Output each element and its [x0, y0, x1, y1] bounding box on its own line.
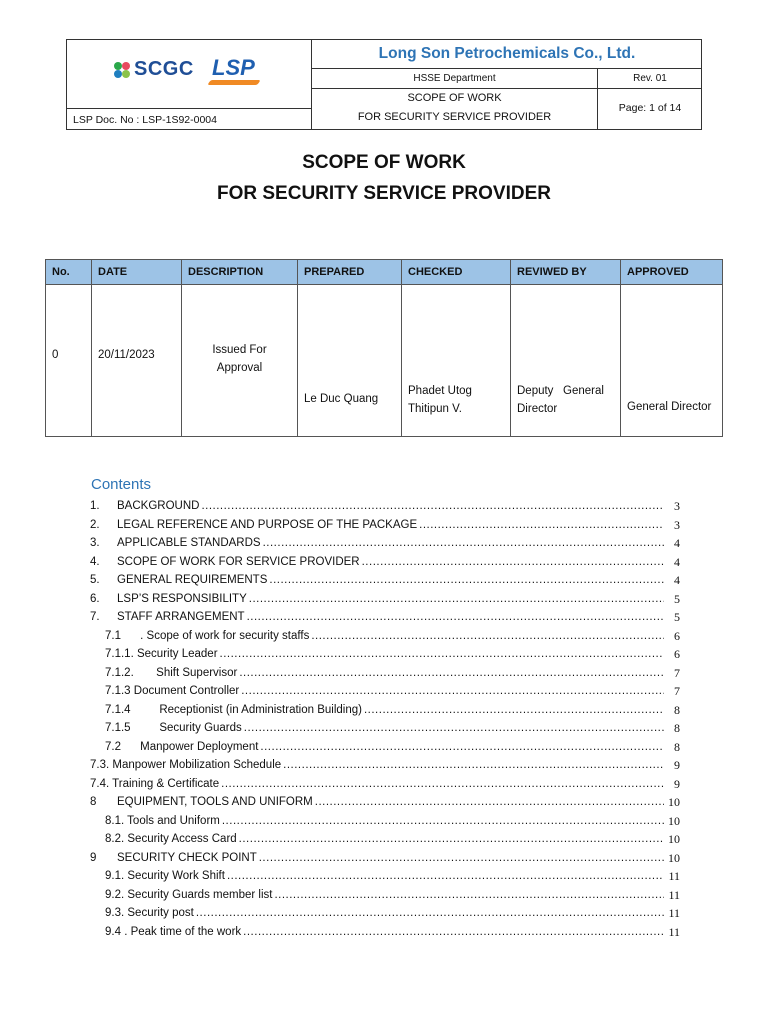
- cell-approved: General Director: [621, 285, 723, 437]
- toc-leader-dots: [201, 497, 664, 516]
- toc-entry-page: 10: [668, 832, 680, 846]
- toc-entry-page: 10: [668, 813, 680, 828]
- toc-entry-number: 7.3.: [90, 759, 110, 771]
- toc-entry[interactable]: [90, 830, 680, 849]
- col-header-description: DESCRIPTION: [182, 260, 298, 285]
- toc-entry-page: 11: [668, 906, 680, 920]
- toc-entry[interactable]: [90, 590, 680, 609]
- toc-entry-number: 2.: [90, 518, 100, 531]
- cell-date: 20/11/2023: [92, 285, 182, 437]
- document-header: [66, 39, 702, 130]
- toc-leader-dots: [243, 923, 664, 942]
- col-header-no: No.: [46, 260, 92, 285]
- toc-entry[interactable]: [90, 886, 680, 905]
- toc-entry[interactable]: [90, 553, 680, 572]
- toc-entry-title: Security Leader: [133, 648, 218, 660]
- toc-entry[interactable]: [90, 571, 680, 590]
- toc-entry-number: 7.1.1.: [105, 648, 134, 660]
- header-scope-line1: SCOPE OF WORK: [407, 92, 502, 104]
- toc-leader-dots: [227, 867, 664, 886]
- toc-entry-page: 7: [674, 665, 680, 680]
- toc-entry[interactable]: [90, 664, 680, 683]
- toc-entry-number: 9.3.: [105, 907, 125, 919]
- approval-row: [46, 285, 723, 437]
- company-logo: [112, 54, 272, 88]
- company-name: Long Son Petrochemicals Co., Ltd.: [378, 45, 636, 62]
- toc-entry-title: SCOPE OF WORK FOR SERVICE PROVIDER: [117, 555, 360, 568]
- toc-entry-page: 6: [674, 628, 680, 643]
- toc-entry-title: Security Guards member list: [124, 888, 273, 901]
- toc-entry-number: 8: [90, 796, 97, 808]
- toc-leader-dots: [247, 608, 664, 627]
- toc-entry-title: Security Access Card: [124, 833, 237, 845]
- header-divider: [67, 108, 311, 109]
- toc-entry-title: APPLICABLE STANDARDS: [117, 537, 261, 549]
- header-scope-line2: FOR SECURITY SERVICE PROVIDER: [357, 111, 552, 123]
- toc-entry-page: 8: [674, 721, 680, 735]
- approval-table: [45, 259, 723, 437]
- toc-entry-title: Manpower Mobilization Schedule: [109, 759, 282, 771]
- document-number: LSP Doc. No : LSP-1S92-0004: [73, 114, 217, 126]
- col-header-checked: CHECKED: [402, 260, 511, 285]
- toc-leader-dots: [283, 756, 664, 775]
- toc-entry-number: 7.1.2.: [105, 666, 134, 679]
- toc-entry-number: 1.: [90, 500, 100, 512]
- toc-entry-title: Shift Supervisor: [133, 666, 238, 679]
- toc-entry[interactable]: [90, 719, 680, 738]
- toc-entry-title: SECURITY CHECK POINT: [117, 851, 257, 864]
- revision: Rev. 01: [633, 73, 667, 84]
- toc-leader-dots: [239, 664, 664, 683]
- page-number: Page: 1 of 14: [618, 102, 682, 114]
- toc-entry-page: 7: [674, 684, 680, 698]
- toc-leader-dots: [220, 645, 664, 664]
- toc-entry-page: 3: [674, 517, 680, 532]
- toc-entry-number: 7.: [90, 611, 100, 623]
- toc-entry-number: 7.1.5: [105, 722, 131, 734]
- toc-leader-dots: [269, 571, 664, 590]
- toc-entry[interactable]: [90, 923, 680, 942]
- toc-entry-page: 4: [674, 554, 680, 569]
- toc-entry-title: EQUIPMENT, TOOLS AND UNIFORM: [117, 796, 313, 808]
- toc-entry[interactable]: [90, 627, 680, 646]
- toc-entry[interactable]: [90, 534, 680, 553]
- toc-leader-dots: [362, 553, 664, 572]
- toc-entry-title: BACKGROUND: [117, 500, 200, 512]
- toc-entry-title: Document Controller: [130, 685, 240, 697]
- document-title-line2: FOR SECURITY SERVICE PROVIDER: [217, 183, 551, 204]
- cell-prepared: Le Duc Quang: [298, 285, 402, 437]
- toc-entry-page: 10: [668, 795, 680, 809]
- toc-entry-number: 7.4.: [90, 777, 110, 790]
- toc-entry-title: . Peak time of the work: [121, 925, 242, 938]
- toc-entry-title: Training & Certificate: [109, 777, 220, 790]
- toc-entry-number: 6.: [90, 592, 100, 605]
- contents-heading: Contents: [91, 476, 152, 493]
- toc-entry[interactable]: [90, 849, 680, 868]
- cell-no: 0: [46, 285, 92, 437]
- toc-entry-number: 7.1.4: [105, 703, 131, 716]
- col-header-date: DATE: [92, 260, 182, 285]
- toc-entry-page: 11: [668, 869, 680, 883]
- toc-entry[interactable]: [90, 608, 680, 627]
- toc-entry[interactable]: [90, 682, 680, 701]
- toc-entry-title: STAFF ARRANGEMENT: [117, 611, 245, 623]
- toc-leader-dots: [274, 886, 664, 905]
- toc-leader-dots: [364, 701, 664, 720]
- toc-leader-dots: [249, 590, 664, 609]
- toc-entry-page: 3: [674, 499, 680, 513]
- toc-entry[interactable]: [90, 497, 680, 516]
- toc-entry[interactable]: [90, 793, 680, 812]
- col-header-approved: APPROVED: [621, 260, 723, 285]
- toc-entry[interactable]: [90, 738, 680, 757]
- document-title-line1: SCOPE OF WORK: [302, 152, 466, 173]
- toc-entry-number: 9: [90, 851, 97, 864]
- toc-entry-number: 4.: [90, 555, 100, 568]
- toc-leader-dots: [244, 719, 664, 738]
- toc-entry-title: Security Work Shift: [124, 870, 225, 882]
- toc-entry[interactable]: [90, 516, 680, 535]
- toc-entry-number: 7.1: [105, 629, 121, 642]
- toc-entry-title: Tools and Uniform: [124, 814, 220, 827]
- toc-entry-title: LEGAL REFERENCE AND PURPOSE OF THE PACKAGE: [117, 518, 418, 531]
- toc-entry-title: GENERAL REQUIREMENTS: [117, 574, 268, 586]
- lsp-logo-swoosh: [207, 80, 261, 85]
- toc-entry-page: 6: [674, 647, 680, 661]
- toc-entry[interactable]: [90, 756, 680, 775]
- cell-description: Issued For Approval: [182, 285, 298, 437]
- toc-leader-dots: [221, 775, 664, 794]
- toc-entry-page: 11: [668, 924, 680, 939]
- toc-leader-dots: [260, 738, 664, 757]
- toc-entry-number: 8.1.: [105, 814, 125, 827]
- toc-entry-title: Receptionist (in Administration Building): [130, 703, 362, 716]
- toc-entry-number: 9.1.: [105, 870, 125, 882]
- toc-entry-number: 8.2.: [105, 833, 125, 845]
- toc-leader-dots: [239, 830, 664, 849]
- toc-entry[interactable]: [90, 775, 680, 794]
- toc-leader-dots: [315, 793, 664, 812]
- toc-entry-title: Manpower Deployment: [121, 740, 259, 753]
- toc-entry-title: Security post: [124, 907, 194, 919]
- toc-entry-title: Security Guards: [130, 722, 242, 734]
- toc-entry-page: 4: [674, 536, 680, 550]
- toc-entry[interactable]: [90, 867, 680, 886]
- col-header-prepared: PREPARED: [298, 260, 402, 285]
- toc-entry[interactable]: [90, 645, 680, 664]
- table-of-contents: [90, 497, 680, 941]
- toc-leader-dots: [222, 812, 664, 831]
- toc-entry-number: 9.4: [105, 925, 121, 938]
- department: HSSE Department: [413, 73, 496, 84]
- cell-reviewed: Deputy General Director: [511, 285, 621, 437]
- toc-leader-dots: [263, 534, 664, 553]
- toc-entry-page: 8: [674, 702, 680, 717]
- toc-entry-page: 9: [674, 758, 680, 772]
- lsp-logo-text: LSP: [212, 55, 255, 80]
- toc-entry-page: 9: [674, 776, 680, 791]
- approval-header-row: [46, 260, 723, 285]
- toc-leader-dots: [259, 849, 664, 868]
- toc-entry-page: 4: [674, 573, 680, 587]
- toc-leader-dots: [311, 627, 664, 646]
- toc-entry-page: 8: [674, 739, 680, 754]
- toc-entry-number: 9.2.: [105, 888, 125, 901]
- toc-entry-number: 5.: [90, 574, 100, 586]
- scgc-logo-icon: [112, 60, 132, 80]
- toc-entry[interactable]: [90, 701, 680, 720]
- scgc-logo-text: SCGC: [134, 58, 194, 80]
- toc-entry-page: 5: [674, 610, 680, 624]
- toc-entry-page: 10: [668, 850, 680, 865]
- col-header-reviewed-by: REVIWED BY: [511, 260, 621, 285]
- toc-leader-dots: [241, 682, 664, 701]
- cell-checked: Phadet Utog Thitipun V.: [402, 285, 511, 437]
- toc-leader-dots: [196, 904, 664, 923]
- toc-entry-number: 7.2: [105, 740, 121, 753]
- toc-entry-title: LSP’S RESPONSIBILITY: [117, 592, 247, 605]
- toc-entry[interactable]: [90, 812, 680, 831]
- toc-entry-page: 11: [668, 887, 680, 902]
- toc-entry-title: . Scope of work for security staffs: [121, 629, 310, 642]
- toc-entry-number: 7.1.3: [105, 685, 131, 697]
- toc-entry-page: 5: [674, 591, 680, 606]
- toc-entry-number: 3.: [90, 537, 100, 549]
- toc-entry[interactable]: [90, 904, 680, 923]
- toc-leader-dots: [419, 516, 664, 535]
